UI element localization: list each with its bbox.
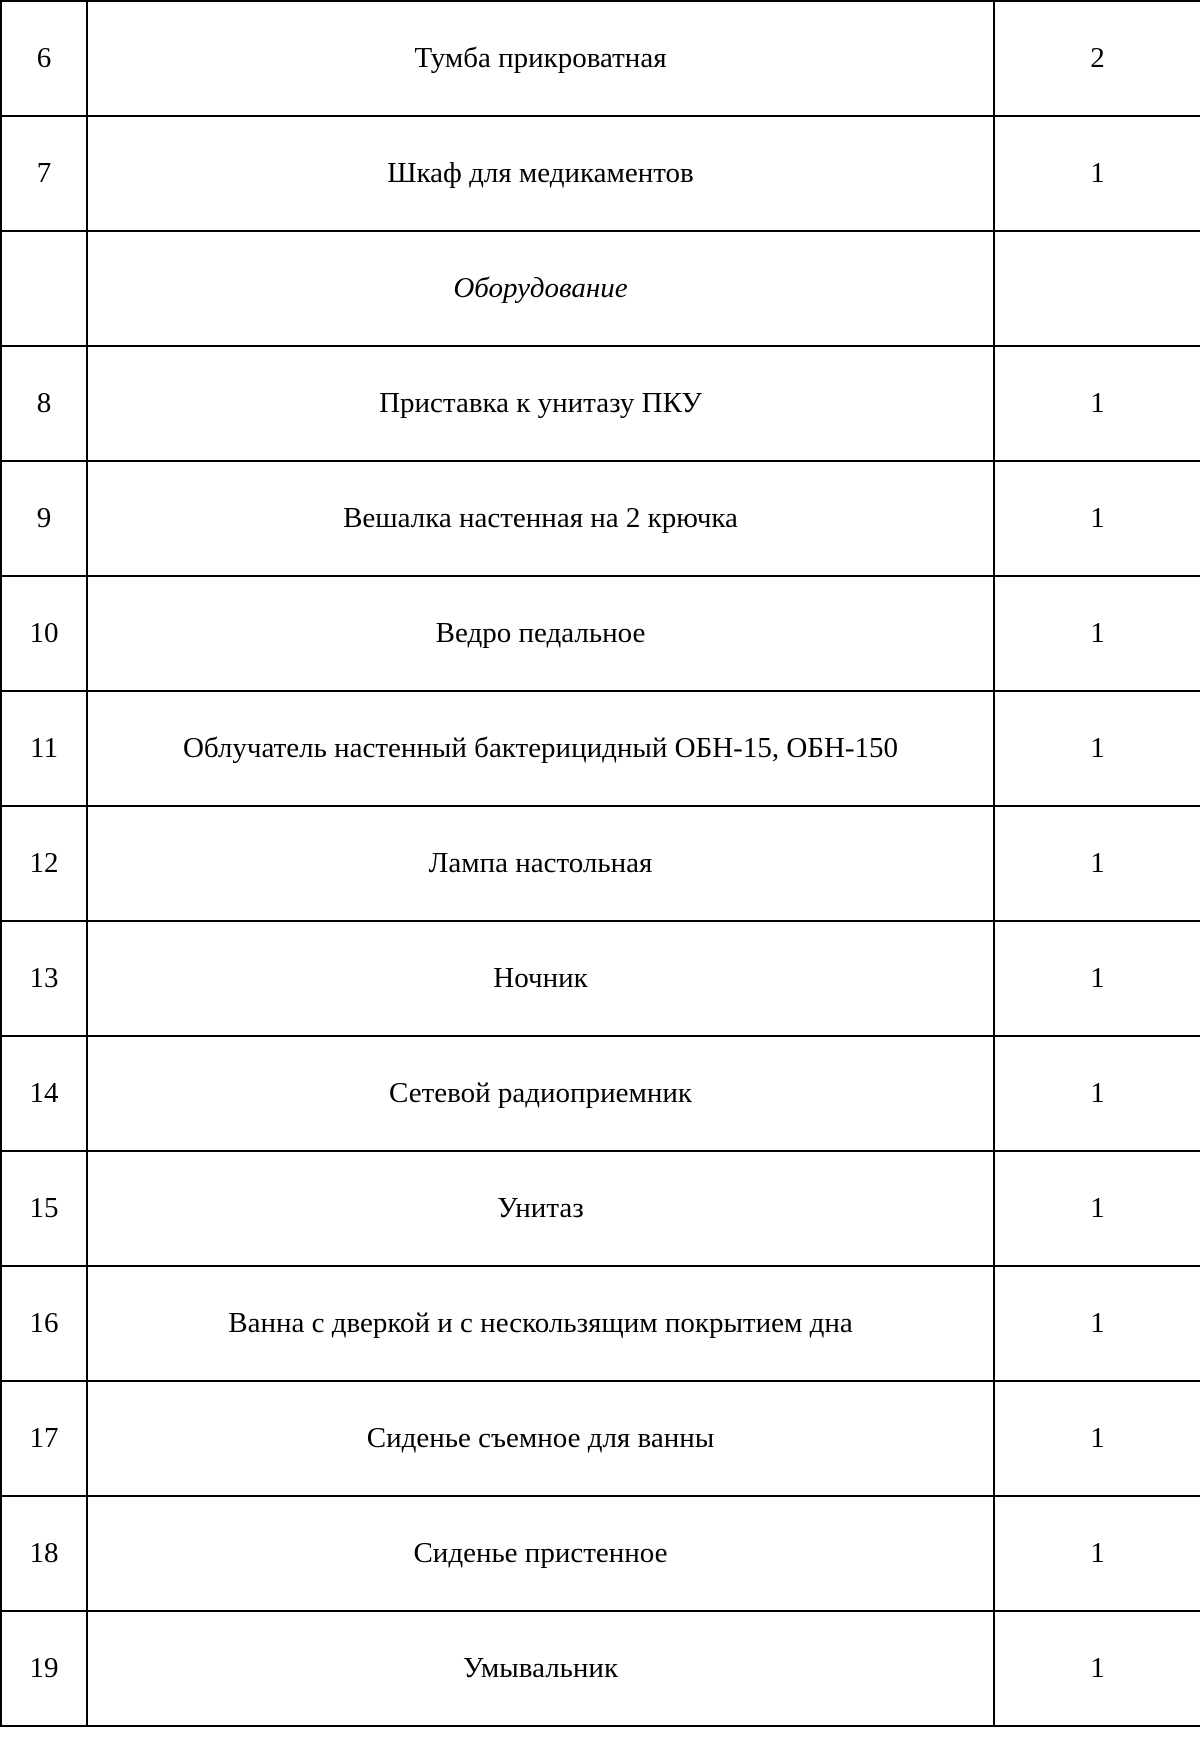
item-quantity: 1 bbox=[994, 1036, 1200, 1151]
item-name: Сиденье пристенное bbox=[87, 1496, 994, 1611]
table-row bbox=[1, 1036, 1200, 1151]
item-quantity: 1 bbox=[994, 461, 1200, 576]
row-number: 18 bbox=[1, 1496, 87, 1611]
row-number bbox=[1, 231, 87, 346]
table-row bbox=[1, 921, 1200, 1036]
table-row bbox=[1, 1381, 1200, 1496]
item-quantity: 1 bbox=[994, 691, 1200, 806]
row-number: 10 bbox=[1, 576, 87, 691]
item-quantity: 1 bbox=[994, 806, 1200, 921]
item-quantity: 1 bbox=[994, 1496, 1200, 1611]
row-number: 7 bbox=[1, 116, 87, 231]
item-name: Вешалка настенная на 2 крючка bbox=[87, 461, 994, 576]
row-number: 9 bbox=[1, 461, 87, 576]
table-row bbox=[1, 461, 1200, 576]
item-name: Тумба прикроватная bbox=[87, 1, 994, 116]
table-row bbox=[1, 691, 1200, 806]
item-name: Лампа настольная bbox=[87, 806, 994, 921]
row-number: 12 bbox=[1, 806, 87, 921]
item-quantity: 1 bbox=[994, 1381, 1200, 1496]
table-row bbox=[1, 1, 1200, 116]
row-number: 11 bbox=[1, 691, 87, 806]
table-row bbox=[1, 806, 1200, 921]
row-number: 17 bbox=[1, 1381, 87, 1496]
item-quantity bbox=[994, 231, 1200, 346]
section-title: Оборудование bbox=[87, 231, 994, 346]
row-number: 13 bbox=[1, 921, 87, 1036]
table-row bbox=[1, 1611, 1200, 1726]
item-name: Сетевой радиоприемник bbox=[87, 1036, 994, 1151]
table-row bbox=[1, 1266, 1200, 1381]
table-row bbox=[1, 346, 1200, 461]
row-number: 16 bbox=[1, 1266, 87, 1381]
item-name: Облучатель настенный бактерицидный ОБН-15, ОБН-150 bbox=[87, 691, 994, 806]
table-row bbox=[1, 1496, 1200, 1611]
item-name: Унитаз bbox=[87, 1151, 994, 1266]
row-number: 8 bbox=[1, 346, 87, 461]
item-name: Сиденье съемное для ванны bbox=[87, 1381, 994, 1496]
table-row bbox=[1, 576, 1200, 691]
item-name: Шкаф для медикаментов bbox=[87, 116, 994, 231]
item-quantity: 1 bbox=[994, 346, 1200, 461]
item-quantity: 1 bbox=[994, 1611, 1200, 1726]
row-number: 14 bbox=[1, 1036, 87, 1151]
item-quantity: 1 bbox=[994, 1151, 1200, 1266]
row-number: 15 bbox=[1, 1151, 87, 1266]
item-quantity: 1 bbox=[994, 116, 1200, 231]
table-row bbox=[1, 116, 1200, 231]
section-row bbox=[1, 231, 1200, 346]
item-quantity: 1 bbox=[994, 1266, 1200, 1381]
item-name: Ванна с дверкой и с нескользящим покрытием дна bbox=[87, 1266, 994, 1381]
item-quantity: 2 bbox=[994, 1, 1200, 116]
item-quantity: 1 bbox=[994, 921, 1200, 1036]
table-row bbox=[1, 1151, 1200, 1266]
item-name: Ведро педальное bbox=[87, 576, 994, 691]
row-number: 19 bbox=[1, 1611, 87, 1726]
item-name: Приставка к унитазу ПКУ bbox=[87, 346, 994, 461]
item-name: Умывальник bbox=[87, 1611, 994, 1726]
row-number: 6 bbox=[1, 1, 87, 116]
item-quantity: 1 bbox=[994, 576, 1200, 691]
item-name: Ночник bbox=[87, 921, 994, 1036]
